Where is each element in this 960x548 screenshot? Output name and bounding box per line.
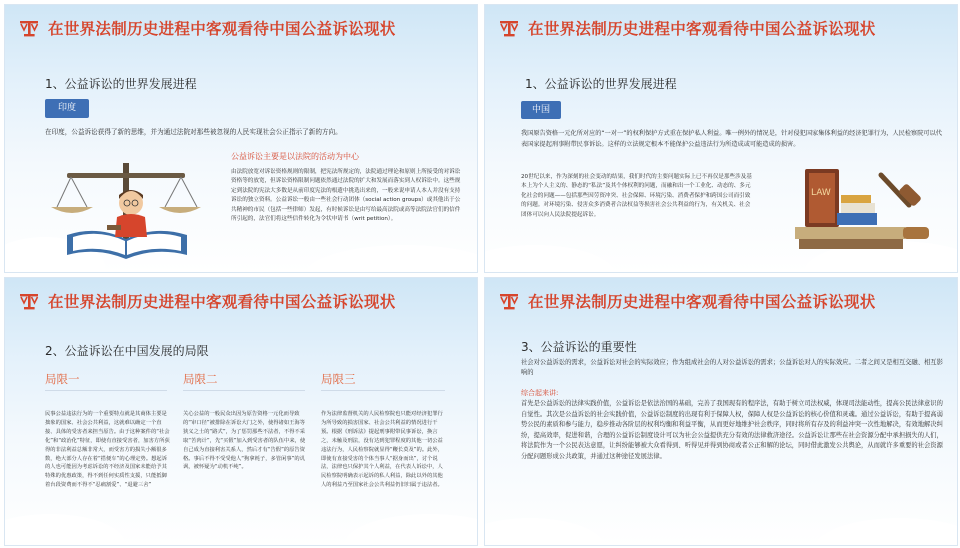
title-row xyxy=(19,16,396,40)
section-heading: 3、公益诉讼的重要性 xyxy=(521,340,637,354)
country-tag-china[interactable]: 中国 xyxy=(521,101,561,119)
title-row xyxy=(499,16,876,40)
intro-paragraph: 我国原告资格一元化所对应的“一对一”的权利保护方式重在保护私人利益。唯一例外的情况是，针对侵犯国家集体利益的经济犯罪行为，人民检察院可以代表国家提起刑事附带民事诉讼。这样的立法规定根本不能保护公益违法行为所造成或可能造成的损害。 xyxy=(521,130,942,148)
limitation-2-text: 关心公益的一般民众出因为原告资格一元化而导致的“审口径”被排除在诉讼大门之外，使得诸如王海等狭义之士的“路式”，为了惩罚那些不法者，不得不采取“苦肉计”，先“买假”加入到受害者的队伍中来，使自己成为直接利害关系人，然后才有“告假”的原告资格。事后不得不受受他人“狗拿耗子，多管闲事”的讥讽，被怀疑为“动机不纯”。 xyxy=(183,411,306,471)
cloud-decoration xyxy=(345,514,478,546)
section-heading: 1、公益诉讼的世界发展进程 xyxy=(45,77,197,91)
intro-paragraph: 社会对公益诉讼的需求，公益诉讼对社会的实际效应；作为组成社会的人对公益诉讼的需求；公益诉讼对人的实际效应。二者之间又是相互交融、相互影响的 xyxy=(521,359,943,377)
section-heading: 2、公益诉讼在中国发展的局限 xyxy=(45,344,209,358)
body-paragraph: 首先是公益诉讼的法律实践价值，公益诉讼是依法治国的基础，完善了我国现有的程序法，有助于树立司法权威，体现司法能动性，提高公民法律意识的自觉性。其次是公益诉讼的社会实践价值，公益诉讼制度的出现有利于保障人权，保障人权是公益诉讼的核心价值和灵魂。通过公益诉讼，有助于提高弱势公民的素质和参与能力，稳步推动各阶层的权利均衡和利益平衡，从而更好地维护社会秩序，同时将所有存及的利益冲突一次性地解决，有效地解决纠纷，提高效率，促进和谐，合理的公益诉讼制度设计可以为社会公益提供充分有效的法律救济途径。公益诉讼让那些在社会资源分配中承担损失的人们，将法院作为一个公民表达意愿，让纠纷能够被大众看得到、听得见并得到协商或者公正和解的论坛，同时借此激发公共舆论，从而就许多重要的社会资源分配问题形成公共政策，并通过这种途径发展法律。 xyxy=(521,400,943,460)
slide-india[interactable] xyxy=(4,4,478,273)
limitation-1-heading: 局限一 xyxy=(45,372,80,386)
divider xyxy=(321,390,445,391)
limitation-3-heading: 局限三 xyxy=(321,372,356,386)
scales-logo-icon xyxy=(499,18,519,38)
scales-logo-icon xyxy=(499,291,519,311)
title-row xyxy=(19,289,396,313)
slide-importance[interactable] xyxy=(484,277,958,546)
title-row xyxy=(499,289,876,313)
summary-subheading: 综合起来讲: xyxy=(521,389,559,397)
justice-scales-illustration xyxy=(37,155,217,265)
slide-limitations[interactable] xyxy=(4,277,478,546)
body-paragraph: 20世纪以来，作为深刻的社会变动的结果，我们时代的主要问题实际上已不再仅是那些涉及基本上为个人主义的、静态的“私法”及其个体权利的问题，而融和出一个工业化、动态的、多元化社会的问题——包括那些因劳资冲突、社会保障、环境污染、消费者保护和跨国公司而引致的问题。对环境污染、侵害众多消费者合法权益等损害社会公共利益的行为，有关机关、社会团体可以向人民法院提起诉讼。 xyxy=(521,174,752,218)
scales-logo-icon xyxy=(19,18,39,38)
slide-title: 在世界法制历史进程中客观看待中国公益诉讼现状 xyxy=(48,293,396,311)
limitation-3-text: 作为法律监督机关的人民检察院也只能对经济犯罪行为所导致的损害国家、社会公共利益的情况进行干预。根据《刑诉法》提起刑事附带民事诉讼，换言之，未触及刑法，没有达到犯罪程度的其他一切公益违法行为，人民检察院就显得“鞭长莫及”的。此外，即使有直接受害的个体当事人“据身而出”，讨个说法，法律也只保护其个人利益，在代表人诉讼中，人民检察院明确表示起诉的私人利益，除此以外的其他人的利益乃至国家社会公共利益仍旧归属于违法者。 xyxy=(321,411,444,489)
slide-title: 在世界法制历史进程中客观看待中国公益诉讼现状 xyxy=(48,20,396,38)
highlight-subheading: 公益诉讼主要是以法院的活动为中心 xyxy=(231,152,359,161)
country-tag-india[interactable]: 印度 xyxy=(45,99,89,118)
slide-china[interactable] xyxy=(484,4,958,273)
law-books-illustration xyxy=(785,165,935,255)
intro-paragraph: 在印度，公益诉讼获得了新的思维，并为通过法院对那些被忽视的人民实现社会公正指示了新的方向。 xyxy=(45,128,342,136)
scales-logo-icon xyxy=(19,291,39,311)
slide-title: 在世界法制历史进程中客观看待中国公益诉讼现状 xyxy=(528,293,876,311)
divider xyxy=(183,390,305,391)
svg-text:LAW: LAW xyxy=(811,188,831,198)
section-heading: 1、公益诉讼的世界发展进程 xyxy=(525,77,677,91)
divider xyxy=(45,390,167,391)
limitation-1-text: 民事公益违法行为的一个重要特点就是其商体主要是拙象的国家、社会公共利益，这就难以确定一个直接、具体的受害者来担当原告。由于这种案件的“社会化”和“政治化”特征，即使有直接受害者，加害方所获得的非法利益总额非常大，而受害方的损失小额很多数，绝大部分人存在着“搭便车”的心理定势。想起诉的人也可能因为考虑诉讼的不经济及国家未能给予其特殊的优惠政策，得不到任何实质性支援，只能抵御着台段资费而不得不“忍痛割爱”、“退避三舍” xyxy=(45,411,170,489)
body-paragraph: 由法院放宽对诉讼资格规则的限制，把宪法所规定的，法院通过理论和原则上所接受的对诉讼资格等的放宽，但诉讼资格限制问题依然通过法院的扩大和发展而落实到人权诉讼中。这些规定到法院的宪法大多数是从前印度宪法的根遗中挑选出来的，一般来说申请人本人并没有支持诉讼的独立资料。公益诉讼一般由一些社会行动团体（social action groups）或其他出于公共精神的市民（包括一些律师）发起，有时候诉讼是由写给最高法院或高等法院法官们的信件所引起的，法官们将这些信件转化为令状申请书（writ petition）。 xyxy=(231,169,461,223)
slide-title: 在世界法制历史进程中客观看待中国公益诉讼现状 xyxy=(528,20,876,38)
limitation-2-heading: 局限二 xyxy=(183,372,218,386)
